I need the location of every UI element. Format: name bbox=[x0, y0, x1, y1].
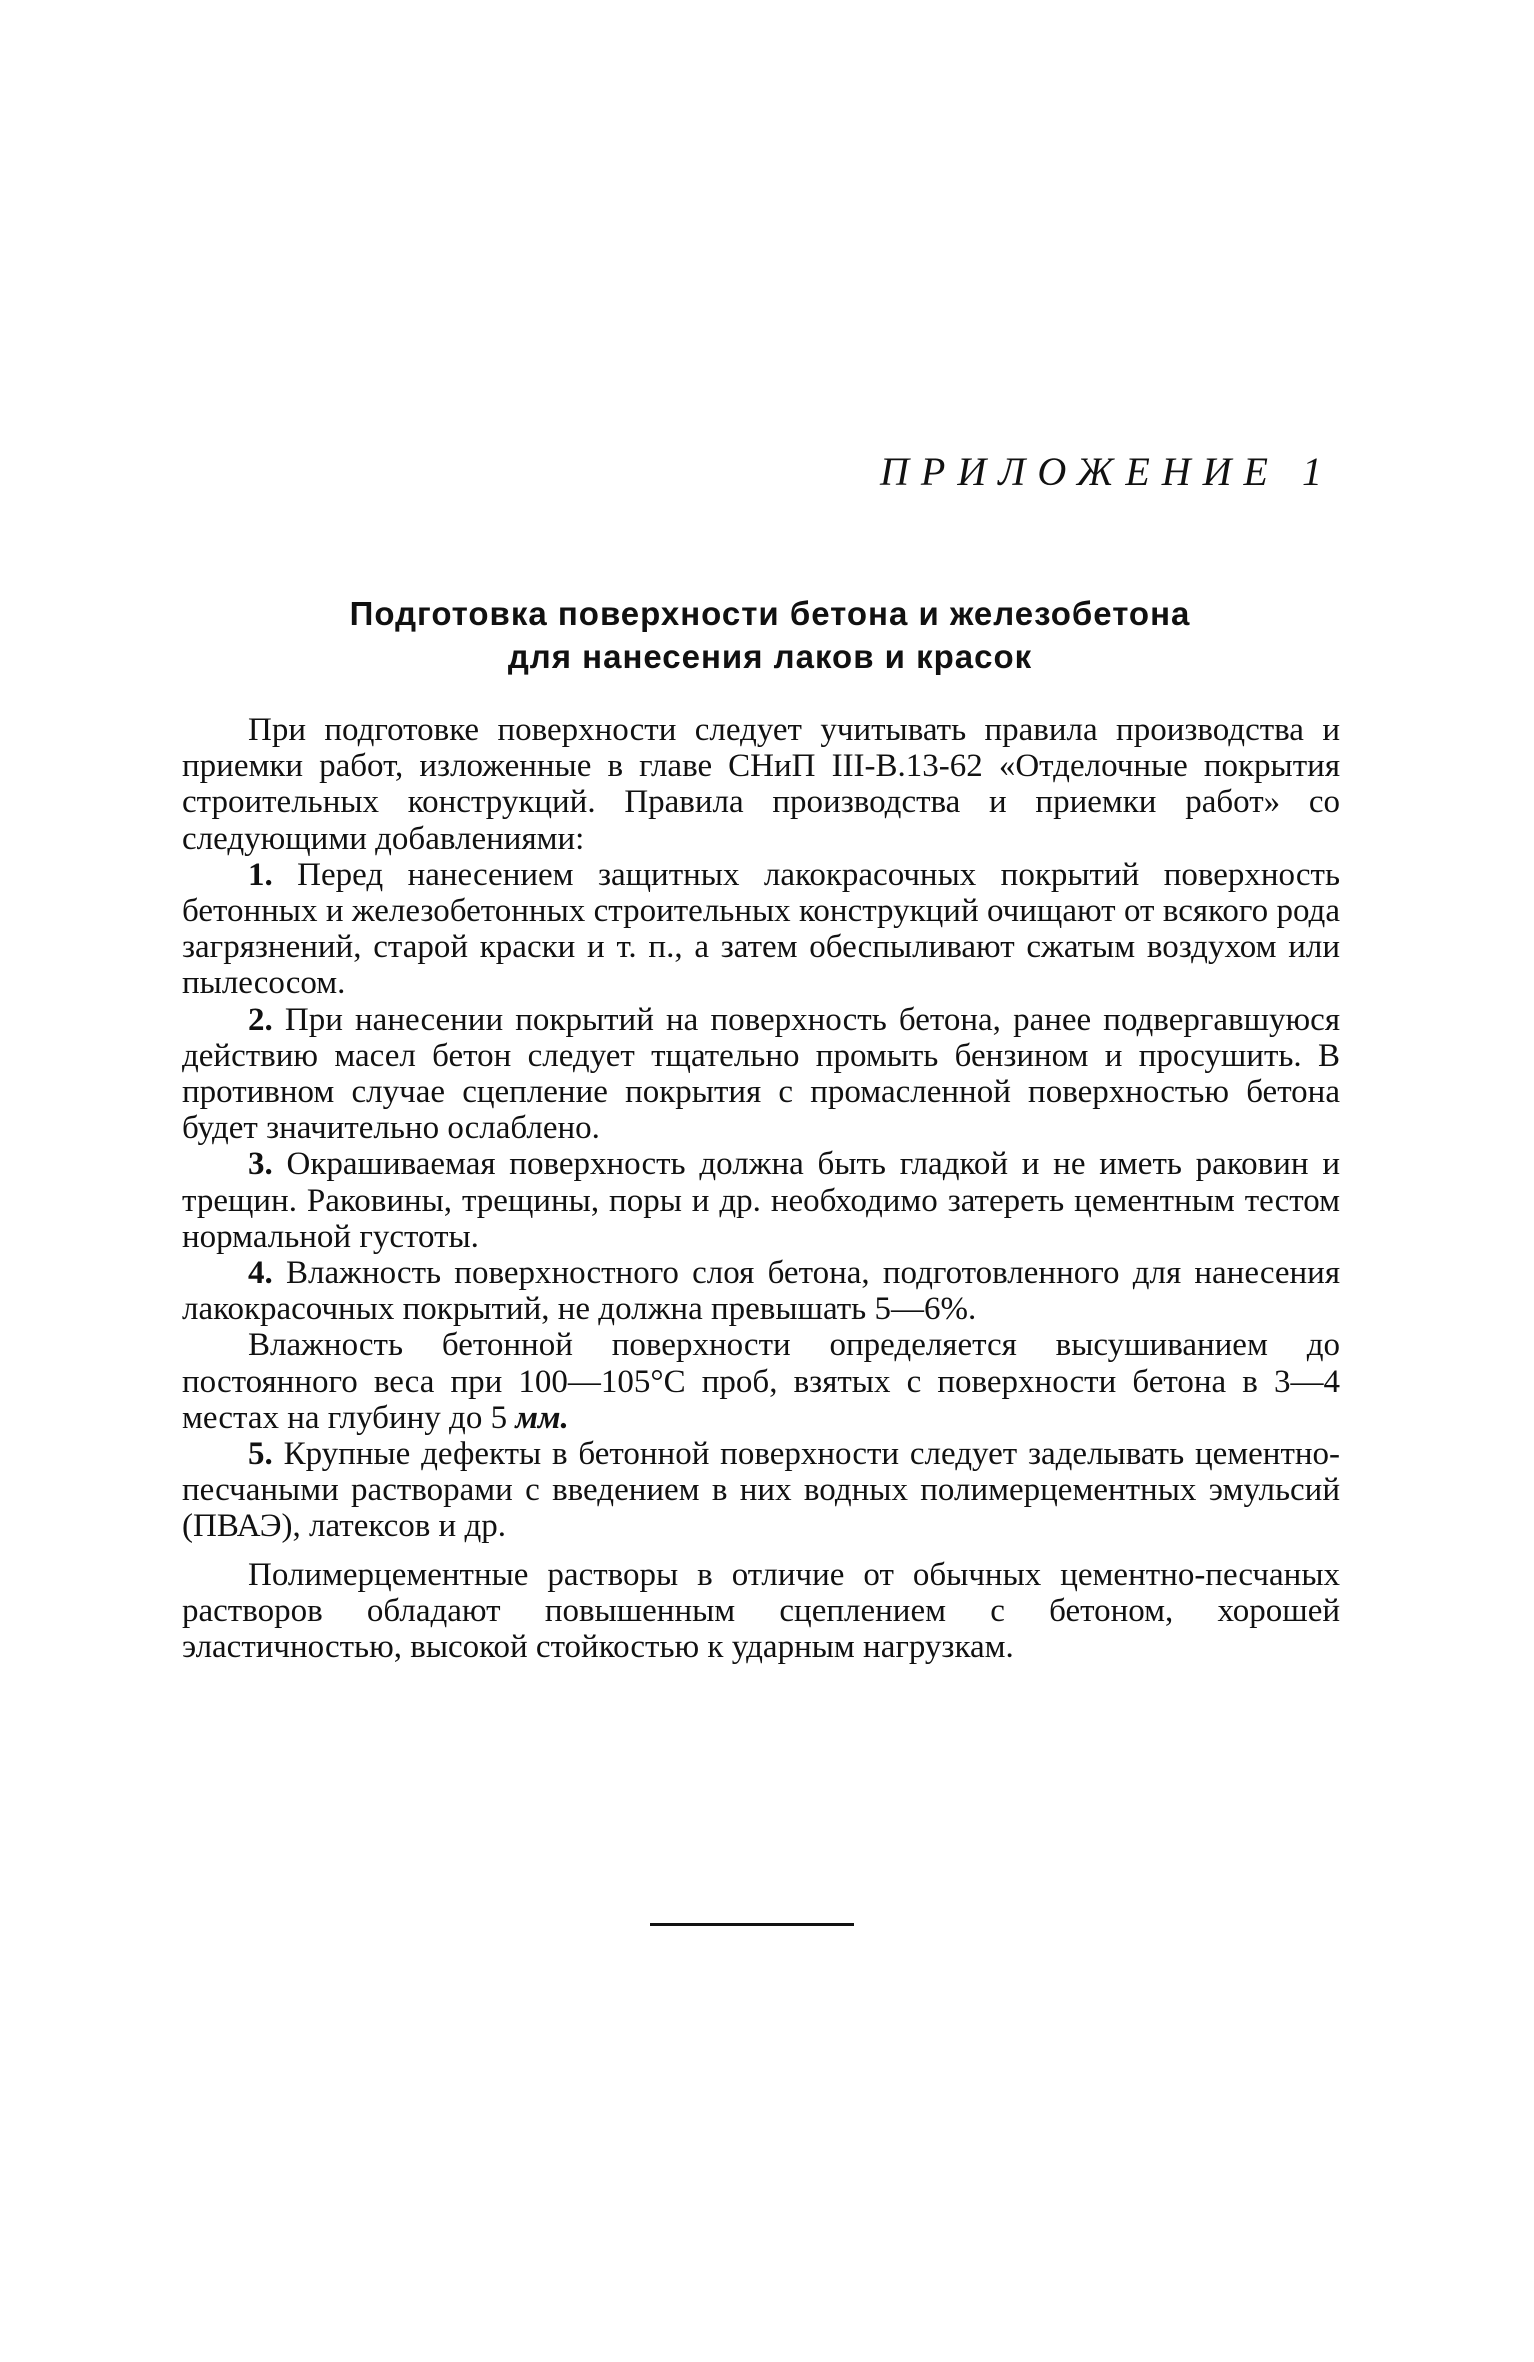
list-item-5 bbox=[182, 1436, 1340, 1545]
item-text: При нанесении покрытий на поверхность бетона, ранее подвергавшуюся действию масел бетон следует тщательно промыть бензином и просушить. В противном случае сцепление покрытия с промасленной поверхностью бетона будет значительно ослаблено. bbox=[182, 1001, 1340, 1147]
appendix-label: ПРИЛОЖЕНИЕ 1 bbox=[880, 449, 1334, 494]
item-number: 3. bbox=[248, 1146, 273, 1183]
moisture-note-unit: мм. bbox=[515, 1399, 569, 1436]
item-text: Влажность поверхностного слоя бетона, подготовленного для нанесения лакокрасочных покрытий, не должна превышать 5—6%. bbox=[182, 1255, 1341, 1328]
item-number: 1. bbox=[248, 856, 273, 893]
heading-line-1: Подготовка поверхности бетона и железобетона bbox=[349, 595, 1191, 632]
end-divider bbox=[650, 1923, 854, 1926]
list-item-2 bbox=[182, 1002, 1340, 1147]
moisture-note-paragraph bbox=[182, 1327, 1340, 1436]
item-number: 5. bbox=[248, 1436, 273, 1473]
section-heading bbox=[180, 592, 1360, 678]
item-text: Перед нанесением защитных лакокрасочных покрытий поверхность бетонных и железобетонных строительных конструкций очищают от всякого рода загрязнений, старой краски и т. п., а затем обеспыливают сжатым воздухом или пылесосом. bbox=[182, 856, 1341, 1002]
moisture-note-text: Влажность бетонной поверхности определяется высушиванием до постоянного веса при 100—105°С проб, взятых с поверхности бетона в 3—4 местах на глубину до 5 bbox=[182, 1327, 1340, 1436]
intro-paragraph: При подготовке поверхности следует учитывать правила производства и приемки работ, изложенные в главе СНиП III-В.13-62 «Отделочные покрытия строительных конструкций. Правила производства и приемки работ» со следующими добавлениями: bbox=[182, 712, 1340, 857]
list-item-3 bbox=[182, 1146, 1340, 1255]
heading-line-2: для нанесения лаков и красок bbox=[507, 638, 1033, 675]
item-number: 4. bbox=[248, 1255, 273, 1292]
item-text: Окрашиваемая поверхность должна быть гладкой и не иметь раковин и трещин. Раковины, трещины, поры и др. необходимо затереть цементным тестом нормальной густоты. bbox=[182, 1146, 1341, 1255]
body-text bbox=[182, 712, 1340, 1665]
item-text: Крупные дефекты в бетонной поверхности следует заделывать цементно-песчаными растворами с введением в них водных полимерцементных эмульсий (ПВАЭ), латексов и др. bbox=[182, 1436, 1341, 1545]
item-number: 2. bbox=[248, 1001, 273, 1038]
list-item-1 bbox=[182, 857, 1340, 1002]
closing-paragraph: Полимерцементные растворы в отличие от обычных цементно-песчаных растворов обладают повышенным сцеплением с бетоном, хорошей эластичностью, высокой стойкостью к ударным нагрузкам. bbox=[182, 1556, 1340, 1666]
list-item-4 bbox=[182, 1255, 1340, 1327]
